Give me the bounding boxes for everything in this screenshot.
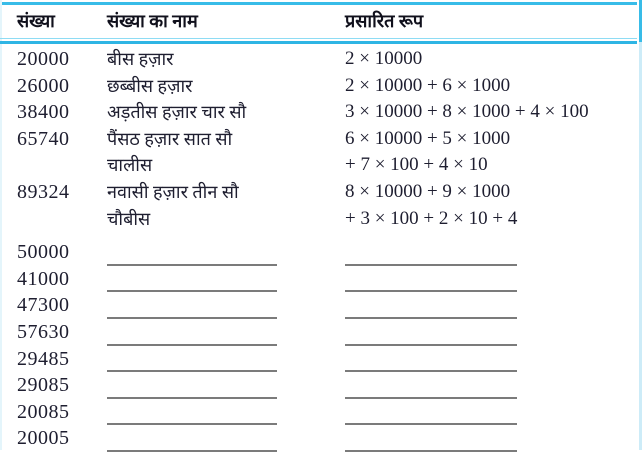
table-row (17, 73, 637, 100)
row-name (107, 46, 345, 73)
cell-text-line: नवासी हज़ार तीन सौ (107, 181, 239, 202)
top-border-rule (0, 2, 637, 5)
row-number (17, 99, 107, 126)
table-row (17, 179, 637, 232)
cell-text-line: 89324 (17, 180, 70, 203)
row-number (17, 46, 107, 73)
table-row (17, 99, 637, 126)
row-number (17, 319, 107, 346)
expanded-blank-line (345, 428, 517, 452)
row-number (17, 292, 107, 319)
table-body (17, 46, 637, 452)
table-row (17, 266, 637, 293)
name-blank-line (107, 348, 277, 372)
table-row (17, 346, 637, 373)
row-name (107, 73, 345, 100)
right-border-rule-top (639, 0, 642, 42)
cell-text-line: + 3 × 100 + 2 × 10 + 4 (345, 207, 518, 229)
row-number (17, 266, 107, 293)
header-separator-rule (0, 38, 637, 44)
expanded-blank-line (345, 322, 517, 346)
column-header-name: संख्या का नाम (107, 11, 198, 31)
table-row (17, 239, 637, 266)
row-number (17, 425, 107, 452)
row-expanded (345, 179, 637, 232)
name-blank-line (107, 401, 277, 425)
right-border-rule (639, 0, 642, 450)
expanded-blank-line (345, 375, 517, 399)
cell-text-line: 65740 (17, 127, 70, 150)
table-row (17, 372, 637, 399)
table-row (17, 46, 637, 73)
row-expanded (345, 372, 637, 399)
cell-text-line: चालीस (107, 155, 153, 176)
row-name (107, 399, 345, 426)
row-name (107, 266, 345, 293)
row-expanded (345, 239, 637, 266)
row-name (107, 179, 345, 232)
expanded-blank-line (345, 401, 517, 425)
expanded-blank-line (345, 242, 517, 266)
row-number (17, 346, 107, 373)
name-blank-line (107, 375, 277, 399)
table-row (17, 292, 637, 319)
row-name (107, 99, 345, 126)
name-blank-line (107, 322, 277, 346)
column-header-number: संख्या (17, 11, 55, 31)
row-expanded (345, 266, 637, 293)
row-expanded (345, 399, 637, 426)
row-number (17, 399, 107, 426)
cell-text-line: चौबीस (107, 208, 151, 229)
row-expanded (345, 73, 637, 100)
row-name (107, 126, 345, 179)
row-name (107, 346, 345, 373)
row-name (107, 425, 345, 452)
table-row (17, 425, 637, 452)
cell-text-line: 20005 (17, 427, 70, 450)
cell-text-line: 41000 (17, 267, 70, 290)
cell-text-line: अड़तीस हज़ार चार सौ (107, 102, 247, 123)
table-row (17, 399, 637, 426)
column-header-expanded-form: प्रसारित रूप (345, 11, 424, 31)
cell-text-line: 2 × 10000 (345, 48, 423, 69)
cell-text-line: 38400 (17, 101, 70, 124)
cell-text-line: 57630 (17, 320, 70, 343)
expanded-blank-line (345, 295, 517, 319)
cell-text-line: 50000 (17, 241, 70, 264)
row-expanded (345, 425, 637, 452)
name-blank-line (107, 268, 277, 292)
row-name (107, 292, 345, 319)
table-row (17, 126, 637, 179)
row-name (107, 319, 345, 346)
expanded-blank-line (345, 348, 517, 372)
name-blank-line (107, 295, 277, 319)
row-number (17, 126, 107, 153)
row-expanded (345, 292, 637, 319)
table-header-row (17, 9, 629, 33)
cell-text-line: + 7 × 100 + 4 × 10 (345, 154, 488, 176)
cell-text-line: बीस हज़ार (107, 49, 174, 69)
left-border-rule (0, 0, 2, 450)
row-number (17, 179, 107, 206)
cell-text-line: 29485 (17, 347, 70, 370)
row-name (107, 372, 345, 399)
row-number (17, 372, 107, 399)
table-row (17, 319, 637, 346)
cell-text-line: 3 × 10000 + 8 × 1000 + 4 × 100 (345, 101, 589, 123)
cell-text-line: 8 × 10000 + 9 × 1000 (345, 180, 511, 202)
row-expanded (345, 46, 637, 73)
row-expanded (345, 99, 637, 126)
row-number (17, 73, 107, 100)
cell-text-line: 26000 (17, 74, 70, 97)
cell-text-line: 20085 (17, 400, 70, 423)
name-blank-line (107, 242, 277, 266)
name-blank-line (107, 428, 277, 452)
cell-text-line: 20000 (17, 48, 70, 70)
cell-text-line: 6 × 10000 + 5 × 1000 (345, 127, 511, 149)
row-name (107, 239, 345, 266)
row-expanded (345, 126, 637, 179)
row-expanded (345, 346, 637, 373)
row-number (17, 239, 107, 266)
row-expanded (345, 319, 637, 346)
cell-text-line: 2 × 10000 + 6 × 1000 (345, 74, 511, 96)
cell-text-line: 47300 (17, 294, 70, 317)
cell-text-line: छब्बीस हज़ार (107, 75, 193, 96)
expanded-blank-line (345, 268, 517, 292)
cell-text-line: पैंसठ हज़ार सात सौ (107, 128, 233, 149)
cell-text-line: 29085 (17, 374, 70, 397)
